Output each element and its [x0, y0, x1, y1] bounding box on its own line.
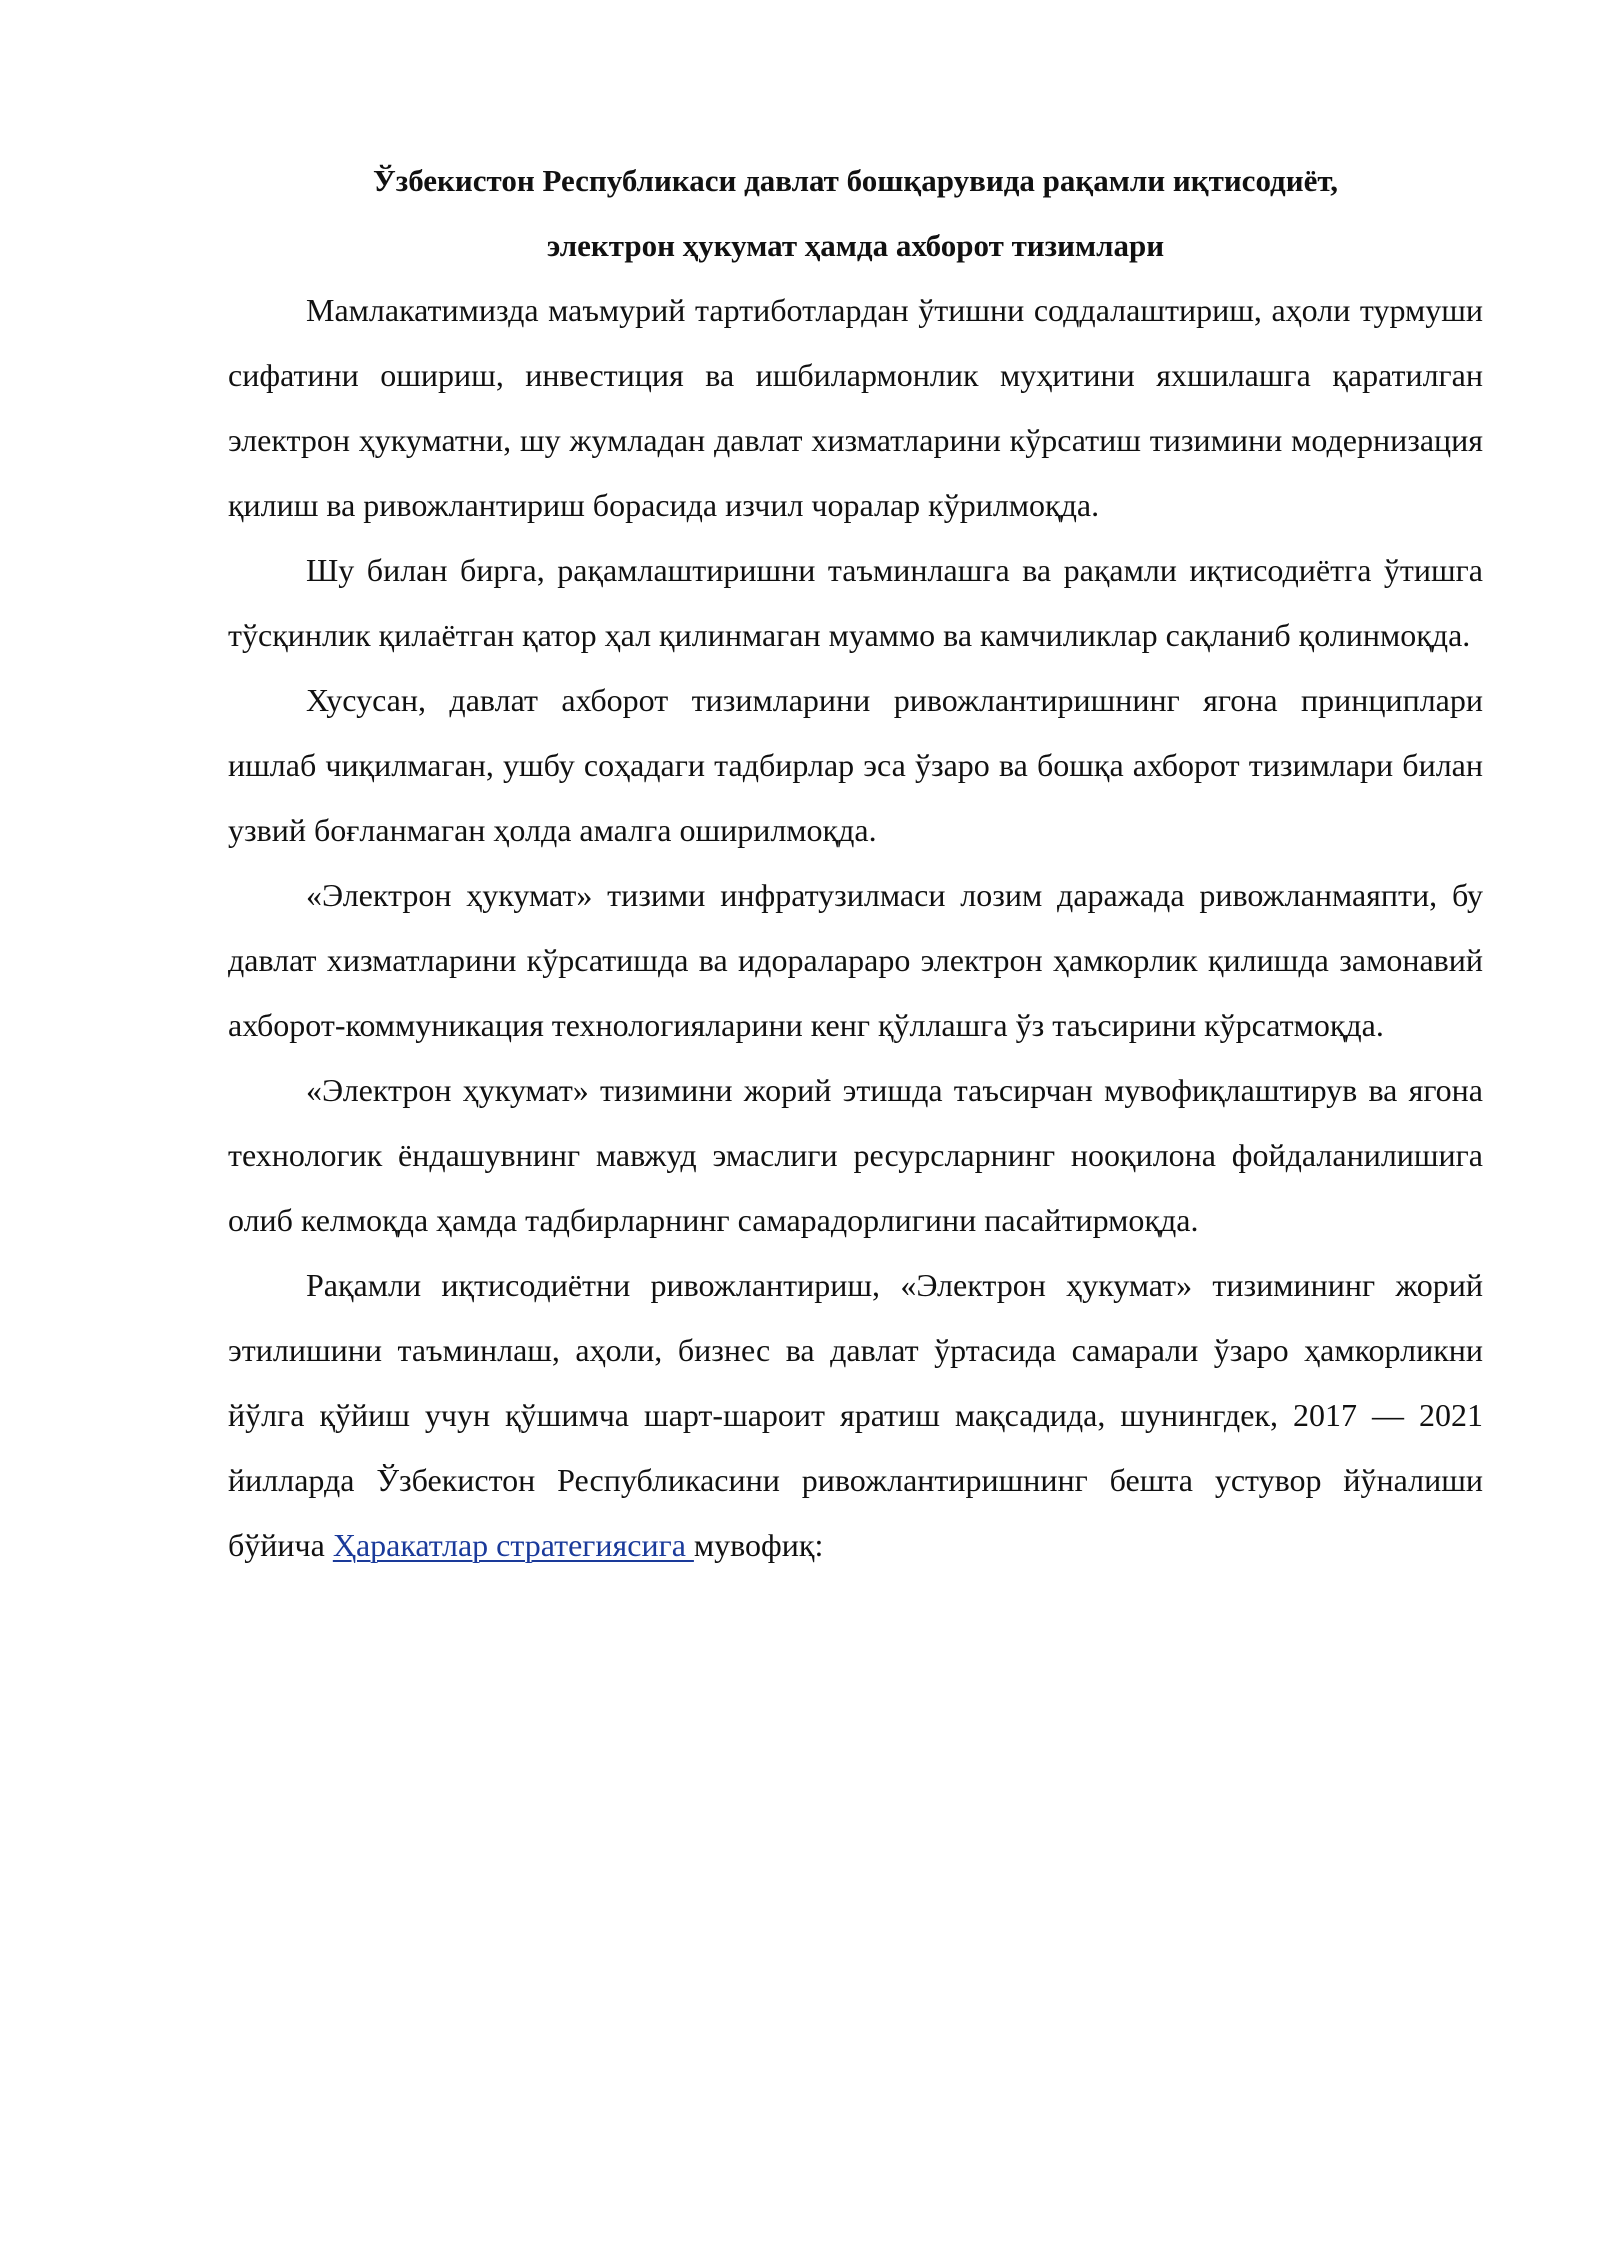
action-strategy-link[interactable]: Ҳаракатлар стратегиясига — [332, 1527, 694, 1563]
paragraph-1: Мамлакатимизда маъмурий тартиботлардан ўтишни соддалаштириш, аҳоли турмуши сифатини ошириш, инвестиция ва ишбилармонлик муҳитини яхшилашга қаратилган электрон ҳукуматни, шу жумладан давлат хизматларини кўрсатиш тизимини модернизация қилиш ва ривожлантириш борасида изчил чоралар кўрилмоқда. — [228, 292, 1483, 523]
paragraph-3: Хусусан, давлат ахборот тизимларини ривожлантиришнинг ягона принциплари ишлаб чиқилмаган, ушбу соҳадаги тадбирлар эса ўзаро ва бошқа ахборот тизимлари билан узвий боғланмаган ҳолда амалга оширилмоқда. — [228, 682, 1483, 848]
paragraph-6-tail: мувофиқ: — [693, 1527, 824, 1563]
paragraph-4: «Электрон ҳукумат» тизими инфратузилмаси лозим даражада ривожланмаяпти, бу давлат хизматларини кўрсатишда ва идоралараро электрон ҳамкорлик қилишда замонавий ахборот-коммуникация технологияларини кенг қўллашга ўз таъсирини кўрсатмоқда. — [228, 877, 1483, 1043]
paragraph-5: «Электрон ҳукумат» тизимини жорий этишда таъсирчан мувофиқлаштирув ва ягона технологик ёндашувнинг мавжуд эмаслиги ресурсларнинг нооқилона фойдаланилишига олиб келмоқда ҳамда тадбирларнинг самарадорлигини пасайтирмоқда. — [228, 1072, 1483, 1238]
paragraph-6-text: Рақамли иқтисодиётни ривожлантириш, «Электрон ҳукумат» тизимининг жорий этилишини таъминлаш, аҳоли, бизнес ва давлат ўртасида самарали ўзаро ҳамкорликни йўлга қўйиш учун қўшимча шарт-шароит яратиш мақсадида, шунингдек, 2017 — 2021 йилларда Ўзбекистон Республикасини ривожлантиришнинг бешта устувор йўналиши бўйича — [228, 1267, 1483, 1563]
paragraph-6 — [228, 1253, 1483, 1578]
paragraph-2: Шу билан бирга, рақамлаштиришни таъминлашга ва рақамли иқтисодиётга ўтишга тўсқинлик қилаётган қатор ҳал қилинмаган муаммо ва камчиликлар сақланиб қолинмоқда. — [228, 552, 1483, 653]
document-title-line-1: Ўзбекистон Республикаси давлат бошқарувида рақамли иқтисодиёт, — [372, 163, 1338, 198]
document-page — [228, 148, 1483, 1578]
document-title-line-2: электрон ҳукумат ҳамда ахборот тизимлари — [546, 228, 1165, 263]
